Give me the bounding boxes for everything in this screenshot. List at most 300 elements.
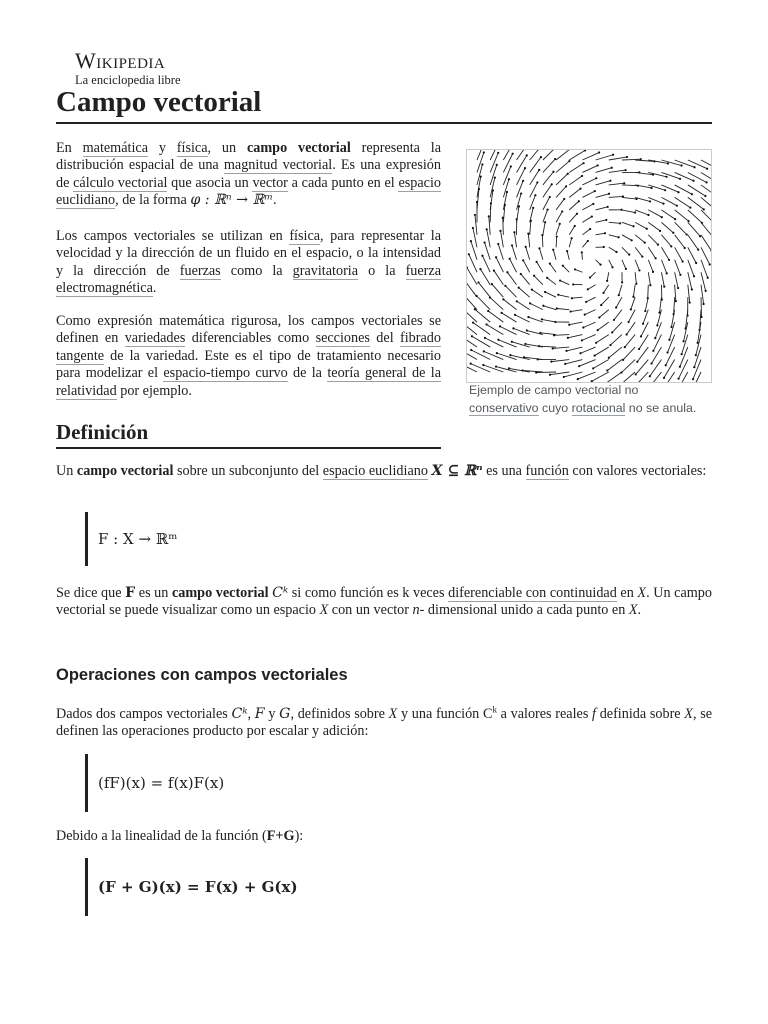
field-vector-head	[682, 340, 684, 342]
field-vector-head	[581, 251, 583, 253]
field-vector	[512, 245, 517, 259]
field-vector-head	[526, 329, 528, 331]
figure-caption	[469, 381, 711, 417]
field-vector-head	[572, 283, 574, 285]
field-vector-head	[611, 167, 613, 169]
link-funcion[interactable]: función	[525, 463, 569, 479]
field-vector-head	[650, 362, 652, 364]
link-espacio-euclidiano-2[interactable]: espacio euclidiano	[322, 463, 428, 479]
field-vector	[480, 269, 490, 285]
field-vector	[554, 335, 569, 336]
link-fisica-2[interactable]: física	[289, 228, 321, 244]
field-vector-head	[587, 240, 589, 242]
field-vector-head	[584, 314, 586, 316]
field-vector	[530, 150, 543, 160]
field-vector	[609, 235, 619, 237]
field-vector-head	[675, 300, 677, 302]
field-vector	[542, 319, 556, 322]
field-vector-head	[681, 260, 683, 262]
field-vector	[569, 176, 582, 185]
field-vector-head	[577, 378, 579, 380]
field-vector-head	[568, 324, 570, 326]
field-vector	[496, 257, 503, 272]
field-vector-head	[530, 220, 532, 222]
field-vector	[596, 233, 605, 235]
field-vector	[596, 207, 608, 210]
field-vector	[523, 260, 530, 272]
field-vector	[528, 317, 542, 322]
field-vector	[556, 199, 564, 210]
field-vector-head	[652, 350, 654, 352]
field-vector-head	[707, 277, 709, 279]
field-vector-head	[704, 195, 706, 197]
field-vector-head	[512, 153, 514, 155]
field-vector-head	[589, 276, 591, 278]
field-vector	[648, 247, 655, 258]
field-vector-head	[536, 181, 538, 183]
text: Dados dos campos vectoriales	[56, 706, 232, 722]
text: y	[148, 140, 177, 156]
field-vector-head	[541, 234, 543, 236]
field-vector	[477, 296, 491, 310]
text: diferenciables como	[185, 330, 316, 347]
field-vector	[627, 322, 636, 334]
text: como la	[220, 262, 293, 279]
field-vector-head	[628, 254, 630, 256]
field-vector-head	[621, 281, 623, 283]
field-vector-head	[600, 304, 602, 306]
text: en	[616, 585, 638, 601]
field-vector-head	[535, 371, 537, 373]
link-diferenciable-continuidad[interactable]: diferenciable con continuidad	[448, 585, 617, 601]
field-vector-head	[513, 231, 515, 233]
field-vector	[645, 297, 648, 311]
field-vector-head	[492, 189, 494, 191]
text: ):	[294, 828, 304, 844]
field-vector-head	[615, 251, 617, 253]
field-vector	[553, 250, 556, 260]
field-vector-head	[550, 361, 552, 363]
text: por ejemplo.	[116, 382, 192, 399]
link-espacio-tiempo-curvo[interactable]: espacio-tiempo curvo	[163, 365, 288, 382]
field-vector-head	[626, 333, 628, 335]
field-vector-head	[607, 206, 609, 208]
field-vector-head	[502, 217, 504, 219]
field-vector	[701, 222, 711, 238]
field-vector-head	[506, 191, 508, 193]
field-vector	[614, 310, 622, 320]
term-campo-vectorial: campo vectorial	[171, 585, 269, 601]
field-vector-head	[620, 371, 622, 373]
field-vector	[601, 297, 609, 305]
field-vector-head	[581, 175, 583, 177]
field-vector-head	[526, 154, 528, 156]
field-vector-head	[677, 191, 679, 193]
field-vector	[582, 241, 587, 247]
field-vector	[569, 163, 583, 172]
field-vector-head	[532, 207, 534, 209]
field-vector-head	[481, 255, 483, 257]
link-espacio-euclidiano[interactable]: espacio euclidiano	[56, 174, 442, 209]
term-campo-vectorial: campo vectorial	[246, 140, 351, 156]
field-vector-head	[511, 244, 513, 246]
formula-text: F : X → ℝᵐ	[98, 530, 178, 548]
field-vector	[582, 153, 599, 160]
field-vector	[598, 322, 609, 330]
field-vector	[688, 210, 702, 223]
field-vector-head	[538, 169, 540, 171]
field-vector	[569, 150, 585, 160]
field-vector	[503, 154, 512, 173]
field-vector-head	[579, 352, 581, 354]
field-vector-head	[693, 166, 695, 168]
field-vector-head	[646, 228, 648, 230]
field-vector-head	[567, 337, 569, 339]
field-vector-head	[538, 247, 540, 249]
field-vector	[661, 247, 669, 260]
field-vector	[556, 186, 566, 197]
operaciones-paragraph-1	[56, 706, 712, 741]
vector-field-figure[interactable]	[466, 149, 712, 383]
intro-paragraph-2	[56, 228, 441, 298]
field-vector	[505, 286, 516, 297]
field-vector-head	[605, 219, 607, 221]
field-vector-head	[563, 376, 565, 378]
field-vector-head	[581, 339, 583, 341]
wikipedia-logo[interactable]	[75, 50, 181, 87]
field-vector-head	[668, 259, 670, 261]
field-vector-head	[679, 274, 681, 276]
field-vector-head	[638, 269, 640, 271]
field-vector	[582, 204, 593, 210]
field-vector-head	[642, 323, 644, 325]
field-vector-head	[524, 167, 526, 169]
field-vector-head	[556, 235, 558, 237]
field-vector	[633, 285, 635, 297]
field-vector	[622, 222, 634, 226]
field-vector	[543, 172, 554, 185]
field-vector	[622, 260, 626, 269]
text: , para representar la velocidad y la dirección de un fluido en el espacio, o la intensidad y la dirección de	[56, 228, 441, 279]
field-vector-head	[597, 164, 599, 166]
field-vector	[609, 247, 617, 252]
field-vector-head	[523, 356, 525, 358]
field-vector-head	[470, 349, 472, 351]
field-vector-head	[665, 364, 667, 366]
field-vector-head	[649, 200, 651, 202]
field-vector	[490, 153, 498, 173]
field-vector	[581, 347, 596, 353]
field-vector-head	[703, 208, 705, 210]
field-vector-head	[494, 177, 496, 179]
field-vector-head	[684, 247, 686, 249]
field-vector	[543, 210, 548, 223]
field-vector	[688, 260, 694, 277]
field-vector-head	[537, 358, 539, 360]
field-vector-head	[618, 236, 620, 238]
field-vector	[556, 237, 557, 248]
field-vector	[483, 365, 503, 372]
field-vector-head	[540, 156, 542, 158]
field-vector-head	[611, 331, 613, 333]
link-calculo-vectorial[interactable]: cálculo vectorial	[73, 174, 168, 191]
field-vector	[547, 278, 556, 285]
field-vector-head	[604, 232, 606, 234]
field-vector-head	[666, 272, 668, 274]
field-vector-head	[655, 257, 657, 259]
field-vector	[536, 372, 556, 373]
field-vector-head	[585, 301, 587, 303]
text: .	[152, 280, 157, 297]
field-vector	[543, 222, 545, 235]
link-rotacional[interactable]: rotacional	[571, 401, 626, 415]
field-vector-head	[491, 283, 493, 285]
field-vector-head	[672, 232, 674, 234]
text: En	[56, 140, 83, 156]
field-vector	[539, 248, 542, 259]
field-vector-head	[533, 275, 535, 277]
field-vector	[550, 264, 556, 273]
field-vector	[675, 160, 695, 167]
field-vector-head	[571, 297, 573, 299]
text: con un vector	[328, 602, 413, 619]
field-vector-head	[649, 284, 651, 286]
field-vector	[648, 260, 653, 272]
field-vector-head	[514, 314, 516, 316]
field-vector-head	[516, 300, 518, 302]
field-vector	[567, 347, 583, 351]
field-vector	[498, 244, 503, 260]
field-vector	[565, 360, 582, 364]
field-vector-head	[679, 366, 681, 368]
field-vector-head	[539, 332, 541, 334]
field-vector-head	[549, 196, 551, 198]
field-vector-head	[631, 239, 633, 241]
link-matematica[interactable]: matemática	[82, 140, 148, 156]
field-vector-head	[695, 354, 697, 356]
definicion-paragraph-2	[56, 585, 712, 620]
link-vector[interactable]: vector	[252, 174, 288, 191]
field-vector-head	[693, 366, 695, 368]
link-fuerza-electromagnetica[interactable]: fuerza electromagnética	[56, 262, 441, 297]
field-vector-head	[474, 308, 476, 310]
section-heading-definicion: Definición	[56, 418, 441, 449]
field-vector-head	[508, 367, 510, 369]
field-vector	[579, 360, 595, 367]
link-fuerzas[interactable]: fuerzas	[179, 262, 221, 279]
field-vector	[467, 268, 477, 285]
field-vector	[477, 152, 484, 172]
field-vector-head	[641, 256, 643, 258]
field-vector-head	[689, 206, 691, 208]
vector-field-image	[467, 150, 711, 382]
math-Ck: Cᵏ	[272, 585, 289, 601]
text: Se dice que	[56, 585, 126, 601]
field-vector	[693, 360, 701, 380]
field-vector	[648, 222, 660, 231]
field-vector	[503, 299, 516, 309]
field-vector-head	[608, 357, 610, 359]
field-vector-head	[497, 152, 499, 154]
field-vector-head	[525, 246, 527, 248]
field-vector	[569, 189, 580, 198]
field-vector	[569, 214, 577, 223]
field-vector	[530, 303, 543, 309]
field-vector	[661, 222, 673, 232]
field-vector	[569, 322, 582, 325]
field-vector	[530, 221, 531, 235]
field-vector	[648, 272, 650, 285]
field-vector-head	[510, 165, 512, 167]
field-vector-head	[544, 291, 546, 293]
field-vector	[688, 247, 696, 263]
field-vector-head	[618, 294, 620, 296]
field-vector-head	[480, 175, 482, 177]
field-vector-head	[591, 215, 593, 217]
field-vector-head	[557, 294, 559, 296]
field-vector-head	[594, 190, 596, 192]
field-vector	[572, 297, 583, 298]
field-vector-head	[521, 369, 523, 371]
field-vector	[507, 272, 516, 284]
field-vector-head	[644, 242, 646, 244]
formula-scalar-product	[85, 754, 224, 812]
link-conservativo[interactable]: conservativo	[469, 401, 539, 415]
link-magnitud-vectorial[interactable]: magnitud vectorial	[223, 157, 333, 174]
field-vector-head	[567, 173, 569, 175]
field-vector-head	[626, 156, 628, 158]
math-X: X	[628, 602, 638, 619]
field-vector-head	[602, 292, 604, 294]
field-vector	[612, 322, 622, 332]
link-secciones[interactable]: secciones	[315, 330, 370, 347]
field-vector-head	[496, 352, 498, 354]
field-vector	[569, 238, 571, 247]
field-vector-head	[594, 354, 596, 356]
field-vector	[534, 276, 543, 285]
field-vector	[675, 222, 687, 234]
field-vector-head	[518, 287, 520, 289]
field-vector-head	[524, 343, 526, 345]
field-vector-head	[487, 310, 489, 312]
field-vector	[517, 301, 530, 309]
field-vector-head	[681, 353, 683, 355]
field-vector-head	[485, 323, 487, 325]
field-vector	[543, 306, 556, 310]
field-vector	[622, 235, 632, 240]
text: .	[637, 602, 642, 619]
field-vector-head	[478, 188, 480, 190]
formula-text: (F + G)(x) = F(x) + G(x)	[98, 878, 298, 896]
page-title: Campo vectorial	[56, 84, 712, 124]
text: a valores reales	[496, 706, 593, 722]
field-vector-head	[578, 365, 580, 367]
text: . Un campo vectorial se puede visualizar como un espacio	[56, 585, 712, 619]
field-vector-head	[627, 321, 629, 323]
field-vector	[521, 274, 530, 285]
field-vector-head	[506, 271, 508, 273]
link-fibrado-tangente[interactable]: fibrado tangente	[56, 330, 441, 364]
field-vector-head	[647, 214, 649, 216]
field-vector-head	[562, 265, 564, 267]
field-vector	[635, 210, 648, 215]
math-F: F	[125, 585, 136, 601]
field-vector	[590, 272, 596, 277]
link-fisica[interactable]: física	[176, 140, 208, 156]
field-vector	[478, 282, 490, 297]
field-vector-head	[475, 295, 477, 297]
field-vector-head	[564, 363, 566, 365]
field-vector-head	[565, 350, 567, 352]
field-vector-head	[527, 233, 529, 235]
field-vector	[569, 201, 579, 210]
field-vector	[532, 290, 543, 298]
link-variedades[interactable]: variedades	[124, 330, 186, 347]
field-vector	[622, 210, 635, 213]
field-vector-head	[479, 268, 481, 270]
field-vector-head	[536, 261, 538, 263]
field-vector-head	[657, 244, 659, 246]
text: Ejemplo de campo vectorial no	[469, 383, 639, 397]
math-X: X	[388, 706, 398, 722]
field-vector-head	[490, 202, 492, 204]
field-vector	[543, 197, 550, 210]
field-vector-head	[501, 312, 503, 314]
field-vector	[490, 298, 503, 310]
field-vector-head	[497, 339, 499, 341]
field-vector-head	[595, 342, 597, 344]
field-vector-head	[474, 214, 476, 216]
text: definida sobre	[596, 706, 685, 722]
operaciones-paragraph-2	[56, 828, 712, 845]
field-vector-head	[563, 198, 565, 200]
field-vector	[510, 259, 517, 272]
field-vector	[583, 322, 595, 327]
field-vector	[497, 353, 517, 359]
link-relatividad-general[interactable]: teoría general de la relatividad	[56, 365, 441, 399]
field-vector	[563, 266, 569, 273]
field-vector-head	[625, 268, 627, 270]
field-vector-head	[518, 205, 520, 207]
field-vector	[592, 372, 609, 381]
field-vector-head	[504, 204, 506, 206]
field-vector	[648, 210, 662, 217]
field-vector	[556, 150, 571, 160]
field-vector-head	[574, 225, 576, 227]
field-vector	[635, 235, 645, 243]
field-vector-head	[609, 180, 611, 182]
field-vector-head	[654, 337, 656, 339]
superscript-k: k	[492, 704, 497, 715]
field-vector-head	[472, 227, 474, 229]
math-f: f	[592, 706, 596, 722]
field-vector	[635, 222, 647, 228]
field-vector-head	[693, 275, 695, 277]
field-vector-head	[509, 354, 511, 356]
field-vector-head	[499, 325, 501, 327]
field-vector-head	[483, 350, 485, 352]
field-vector	[556, 224, 560, 235]
field-vector-head	[549, 263, 551, 265]
field-vector-head	[520, 273, 522, 275]
field-vector-head	[603, 246, 605, 248]
field-vector	[619, 285, 622, 295]
field-vector-head	[546, 208, 548, 210]
link-gravitatoria[interactable]: gravitatoria	[292, 262, 359, 279]
field-vector	[622, 197, 637, 199]
field-vector	[661, 272, 664, 286]
text: , se definen las operaciones producto por escalar y adición:	[56, 706, 713, 740]
